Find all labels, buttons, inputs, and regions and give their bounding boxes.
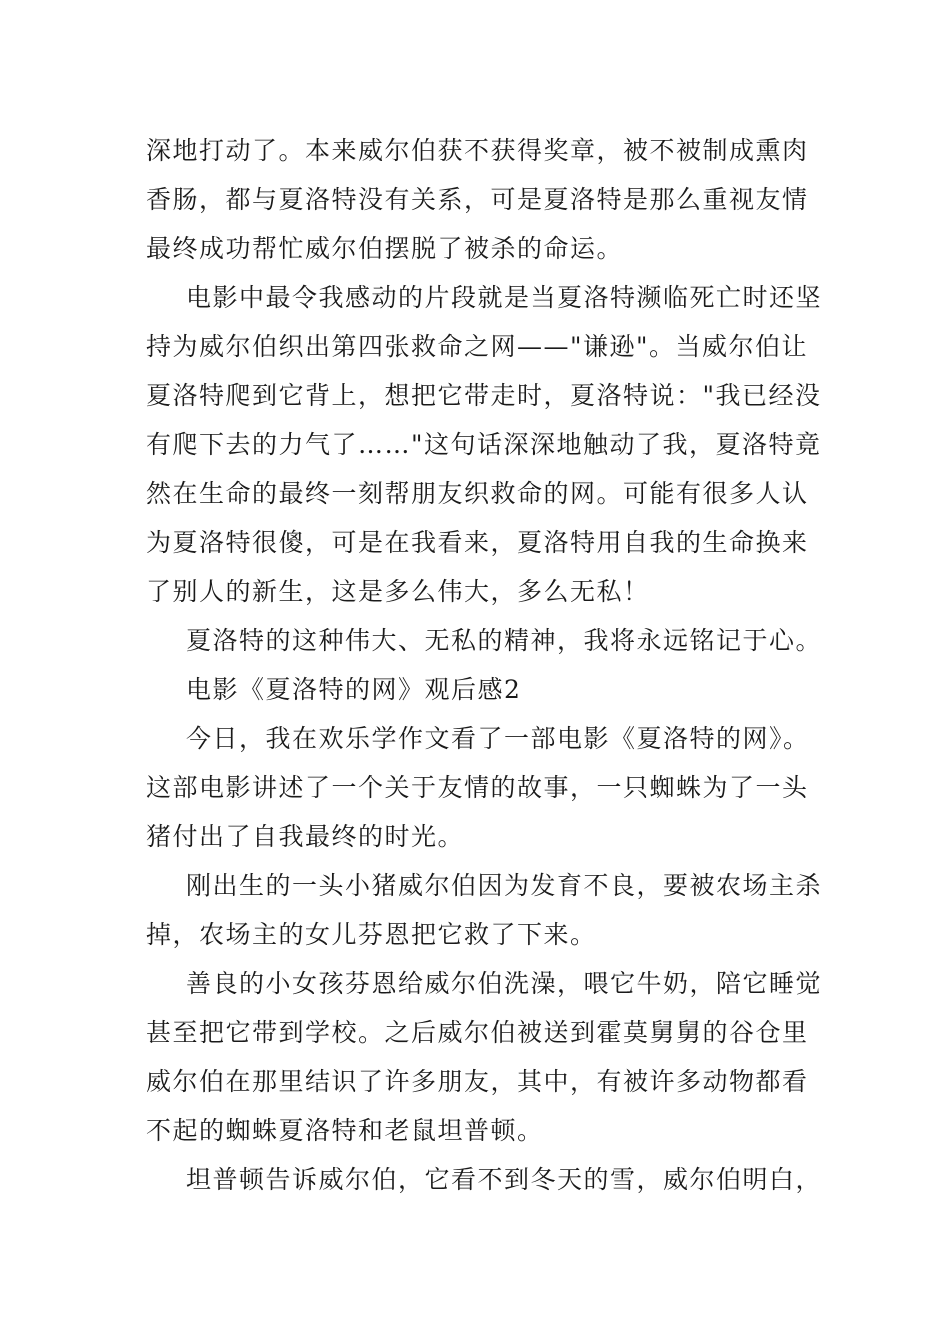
text-line: 掉，农场主的女儿芬恩把它救了下来。 [146,920,597,949]
text-line: 夏洛特爬到它背上，想把它带走时，夏洛特说："我已经没 [146,381,822,410]
paragraph-start-line: 善良的小女孩芬恩给威尔伯洗澡，喂它牛奶，陪它睡觉 [186,969,823,998]
text-line: 不起的蜘蛛夏洛特和老鼠坦普顿。 [146,1116,544,1145]
text-line: 了别人的新生，这是多么伟大，多么无私！ [146,577,650,606]
text-line: 这部电影讲述了一个关于友情的故事，一只蜘蛛为了一头 [146,773,809,802]
paragraph-start-line: 刚出生的一头小猪威尔伯因为发育不良，要被农场主杀 [186,871,823,900]
text-line: 持为威尔伯织出第四张救命之网——"谦逊"。当威尔伯让 [146,332,809,361]
paragraph-start-line: 夏洛特的这种伟大、无私的精神，我将永远铭记于心。 [186,626,823,655]
text-line: 威尔伯在那里结识了许多朋友，其中，有被许多动物都看 [146,1067,809,1096]
section-heading: 电影《夏洛特的网》观后感2 [186,675,522,704]
paragraph-start-line: 坦普顿告诉威尔伯，它看不到冬天的雪，威尔伯明白， [186,1165,823,1194]
paragraph-start-line: 电影中最令我感动的片段就是当夏洛特濒临死亡时还坚 [186,283,823,312]
text-line: 然在生命的最终一刻帮朋友织救命的网。可能有很多人认 [146,479,809,508]
text-line: 为夏洛特很傻，可是在我看来，夏洛特用自我的生命换来 [146,528,809,557]
text-line: 香肠，都与夏洛特没有关系，可是夏洛特是那么重视友情 [146,185,809,214]
text-line: 深地打动了。本来威尔伯获不获得奖章，被不被制成熏肉 [146,136,809,165]
text-line: 甚至把它带到学校。之后威尔伯被送到霍莫舅舅的谷仓里 [146,1018,809,1047]
paragraph-start-line: 今日，我在欢乐学作文看了一部电影《夏洛特的网》。 [186,724,810,753]
text-line: 最终成功帮忙威尔伯摆脱了被杀的命运。 [146,234,624,263]
document-body [146,126,823,1204]
text-line: 猪付出了自我最终的时光。 [146,822,465,851]
text-line: 有爬下去的力气了……"这句话深深地触动了我，夏洛特竟 [146,430,822,459]
